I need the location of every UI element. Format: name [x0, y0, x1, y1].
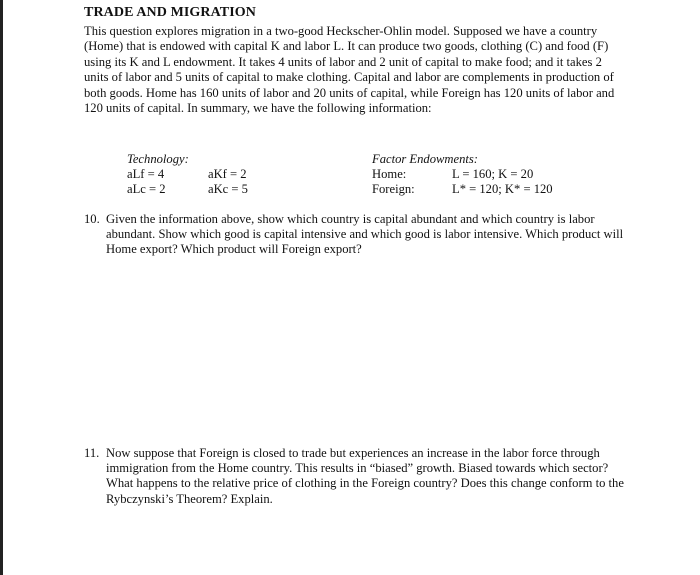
page-left-border	[0, 0, 3, 575]
technology-cell: aKc = 5	[208, 182, 248, 196]
factor-endowments-table	[372, 152, 553, 197]
technology-row	[127, 182, 248, 197]
document-title: TRADE AND MIGRATION	[84, 5, 256, 20]
country-label: Home:	[372, 167, 407, 181]
technology-table	[127, 152, 248, 197]
question-11	[84, 446, 624, 507]
factor-endowments-row	[372, 182, 553, 197]
question-10	[84, 212, 624, 258]
technology-heading: Technology:	[127, 152, 189, 166]
endowment-value: L* = 120; K* = 120	[452, 182, 553, 196]
intro-paragraph: This question explores migration in a two-good Heckscher-Ohlin model. Supposed we have a country (Home) that is endowed with capital K and labor L. It can produce two goods, clothing (C) and food (F) using its K and L endowment. It takes 4 units of labor and 2 unit of capital to make food; and it takes 2 units of labor and 5 units of capital to make clothing. Capital and labor are complements in production of both goods. Home has 160 units of labor and 20 units of capital, while Foreign has 120 units of labor and 120 units of capital. In summary, we have the following information:	[84, 24, 615, 116]
technology-row	[127, 167, 248, 182]
technology-cell: aKf = 2	[208, 167, 247, 181]
technology-cell: aLf = 4	[127, 167, 165, 181]
factor-endowments-row	[372, 167, 553, 182]
factor-endowments-heading: Factor Endowments:	[372, 152, 478, 166]
endowment-value: L = 160; K = 20	[452, 167, 534, 181]
question-number: 11.	[84, 446, 100, 460]
country-label: Foreign:	[372, 182, 415, 196]
question-text: Now suppose that Foreign is closed to trade but experiences an increase in the labor force through immigration from the Home country. This results in “biased” growth. Biased towards which sector? What happens to the relative price of clothing in the Foreign country? Does this change conform to the Rybczynski’s Theorem? Explain.	[106, 446, 624, 506]
question-text: Given the information above, show which country is capital abundant and which country is labor abundant. Show which good is capital intensive and which good is labor intensive. Which product will Home export? Which product will Foreign export?	[106, 212, 624, 257]
question-number: 10.	[84, 212, 100, 226]
technology-cell: aLc = 2	[127, 182, 166, 196]
